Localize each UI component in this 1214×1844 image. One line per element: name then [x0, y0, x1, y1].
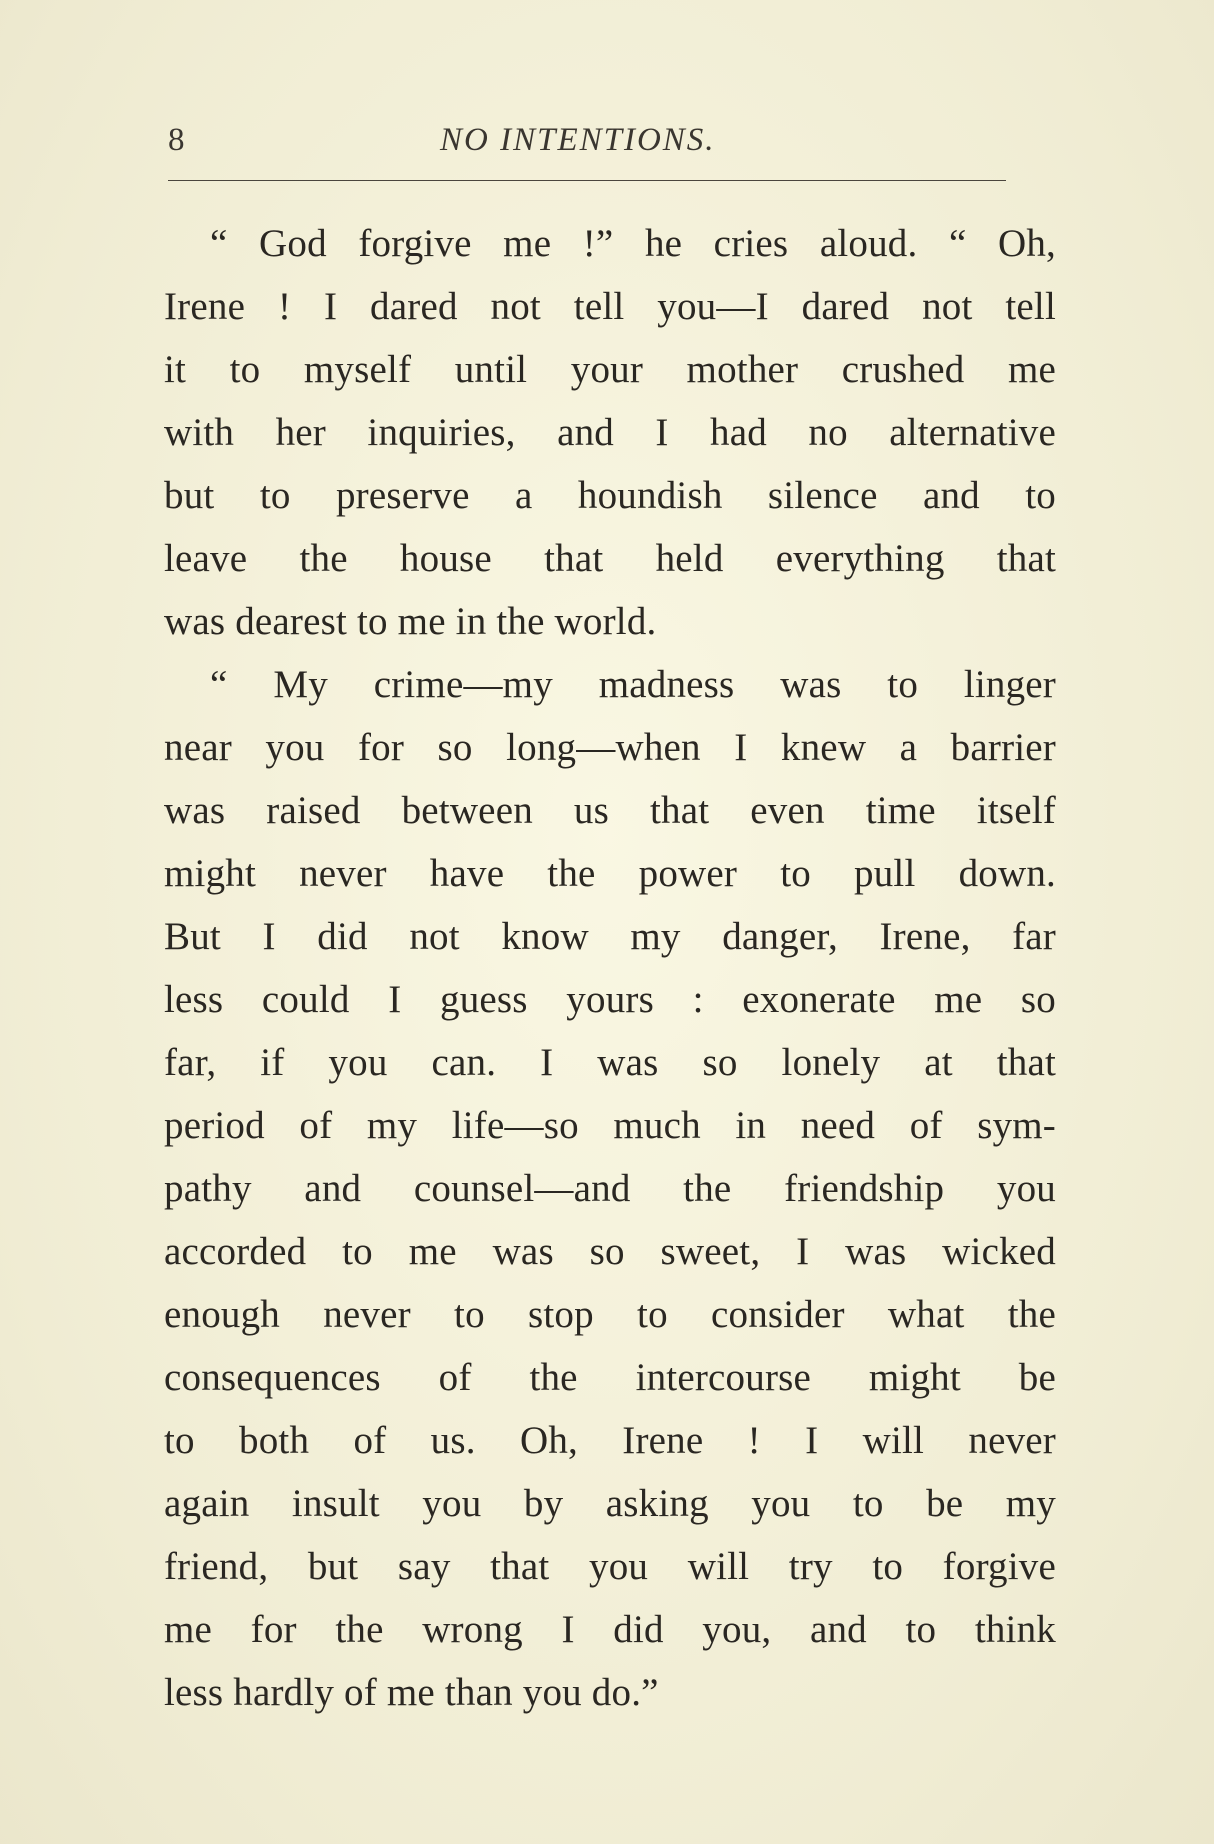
text-line: less could I guess yours : exonerate me so — [164, 978, 1056, 1021]
text-line: again insult you by asking you to be my — [164, 1482, 1056, 1525]
text-line: was raised between us that even time itself — [164, 789, 1056, 832]
text-line: “ God forgive me !” he cries aloud. “ Oh, — [210, 222, 1056, 265]
header-rule — [168, 180, 1006, 181]
page-number: 8 — [168, 122, 186, 158]
text-line: “ My crime—my madness was to linger — [210, 663, 1056, 706]
text-line: Irene ! I dared not tell you—I dared not tell — [164, 285, 1056, 328]
text-line: enough never to stop to consider what the — [164, 1293, 1056, 1336]
paragraph — [164, 212, 1056, 653]
body-text — [164, 212, 1056, 1724]
text-line: with her inquiries, and I had no alternative — [164, 411, 1056, 454]
text-line: accorded to me was so sweet, I was wicked — [164, 1230, 1056, 1273]
text-line: might never have the power to pull down. — [164, 852, 1056, 895]
text-line: far, if you can. I was so lonely at that — [164, 1041, 1056, 1084]
page-header — [168, 114, 1008, 166]
text-line: me for the wrong I did you, and to think — [164, 1608, 1056, 1651]
text-line: period of my life—so much in need of sym- — [164, 1104, 1056, 1147]
text-line: leave the house that held everything that — [164, 537, 1056, 580]
text-line: but to preserve a houndish silence and to — [164, 474, 1056, 517]
text-line: pathy and counsel—and the friendship you — [164, 1167, 1056, 1210]
running-title: NO INTENTIONS. — [440, 122, 716, 158]
text-line: was dearest to me in the world. — [164, 600, 657, 643]
text-line: consequences of the intercourse might be — [164, 1356, 1056, 1399]
text-line: to both of us. Oh, Irene ! I will never — [164, 1419, 1056, 1462]
paragraph — [164, 653, 1056, 1724]
text-line: it to myself until your mother crushed me — [164, 348, 1056, 391]
text-line: But I did not know my danger, Irene, far — [164, 915, 1056, 958]
text-line: friend, but say that you will try to forgive — [164, 1545, 1056, 1588]
text-line: near you for so long—when I knew a barrier — [164, 726, 1056, 769]
text-line: less hardly of me than you do.” — [164, 1671, 659, 1714]
